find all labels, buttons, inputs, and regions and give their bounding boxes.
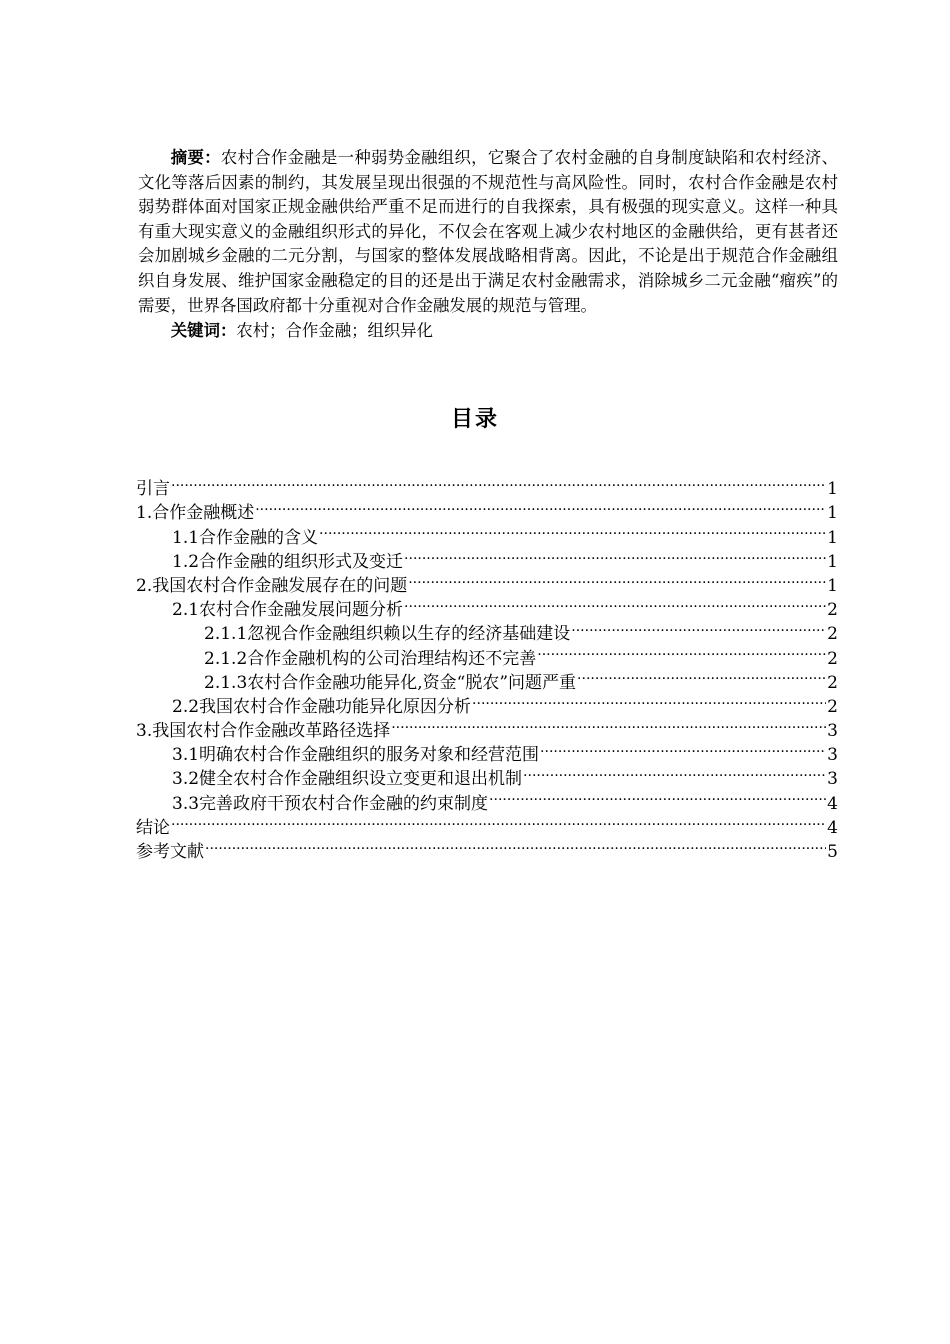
- toc-leader-dots: [404, 591, 826, 615]
- keywords-label: 关键词：: [170, 321, 237, 341]
- toc-entry-text: 1.1合作金融的含义: [172, 527, 319, 548]
- toc-leader-dots: [523, 760, 826, 784]
- toc-entry-text: 2.1.2合作金融机构的公司治理结构还不完善: [204, 648, 537, 669]
- toc-leader-dots: [537, 639, 826, 663]
- toc-entry[interactable]: [136, 809, 838, 838]
- toc-page-number: 3: [827, 721, 838, 742]
- toc-entry-text: 2.我国农村合作金融发展存在的问题: [136, 575, 408, 596]
- toc-page-number: 5: [827, 842, 838, 862]
- toc-entry-text: 参考文献: [136, 842, 204, 862]
- toc-leader-dots: [255, 494, 826, 518]
- toc-entry-text: 引言: [136, 479, 170, 500]
- toc-entry-text: 3.我国农村合作金融改革路径选择: [136, 721, 391, 742]
- toc-entry-text: 3.3完善政府干预农村合作金融的约束制度: [172, 793, 489, 814]
- toc-page-number: 2: [827, 696, 838, 717]
- toc-leader-dots: [540, 736, 826, 760]
- toc-page-number: 2: [827, 624, 838, 645]
- toc-entry-text: 2.1.3农村合作金融功能异化,资金“脱农”问题严重: [204, 672, 577, 693]
- toc-entry-text: 结论: [136, 817, 170, 838]
- toc-leader-dots: [171, 470, 826, 494]
- toc-leader-dots: [391, 712, 826, 736]
- toc-entry-text: 3.1明确农村合作金融组织的服务对象和经营范围: [172, 745, 540, 766]
- keywords-text: 农村；合作金融；组织异化: [236, 321, 434, 341]
- toc-page-number: 4: [827, 817, 838, 838]
- toc-page-number: 4: [827, 793, 838, 814]
- toc-page-number: 1: [827, 527, 838, 548]
- toc-entry-text: 1.合作金融概述: [136, 503, 255, 524]
- toc-entry-text: 2.2我国农村合作金融功能异化原因分析: [172, 696, 472, 717]
- abstract-paragraph: [138, 146, 838, 318]
- abstract-label: 摘要：: [170, 148, 221, 167]
- toc-entry[interactable]: [136, 494, 838, 524]
- toc-entry[interactable]: [136, 833, 838, 862]
- toc-page-number: 1: [827, 575, 838, 596]
- toc-page-number: 1: [827, 503, 838, 524]
- toc-leader-dots: [319, 518, 826, 542]
- toc-page-number: 1: [827, 479, 838, 500]
- abstract-section: [138, 146, 838, 344]
- toc-leader-dots: [489, 784, 826, 808]
- toc-leader-dots: [472, 688, 826, 712]
- keywords-paragraph: [138, 319, 838, 344]
- toc-entry-text: 2.1农村合作金融发展问题分析: [172, 600, 404, 621]
- toc-entry-text: 3.2健全农村合作金融组织设立变更和退出机制: [172, 769, 523, 790]
- toc-leader-dots: [577, 664, 826, 688]
- toc-page-number: 1: [827, 551, 838, 572]
- toc-title: 目录: [450, 407, 499, 432]
- toc-leader-dots: [571, 615, 826, 639]
- toc-entry-text: 1.2合作金融的组织形式及变迁: [172, 551, 404, 572]
- table-of-contents: [136, 470, 838, 862]
- toc-page-number: 3: [827, 745, 838, 766]
- toc-page-number: 2: [827, 672, 838, 693]
- toc-leader-dots: [171, 809, 826, 833]
- abstract-text: 农村合作金融是一种弱势金融组织，它聚合了农村金融的自身制度缺陷和农村经济、文化等落后因素的制约，其发展呈现出很强的不规范性与高风险性。同时，农村合作金融是农村弱势群体面对国家正规金融供给严重不足而进行的自我探索，具有极强的现实意义。这样一种具有重大现实意义的金融组织形式的异化，不仅会在客观上减少农村地区的金融供给，更有甚者还会加剧城乡金融的二元分割，与国家的整体发展战略相背离。因此，不论是出于规范合作金融组织自身发展、维护国家金融稳定的目的还是出于满足农村金融需求，消除城乡二元金融“瘤疾”的需要，世界各国政府都十分重视对合作金融发展的规范与管理。: [138, 148, 838, 315]
- toc-leader-dots: [408, 567, 826, 591]
- toc-page-number: 3: [827, 769, 838, 790]
- toc-leader-dots: [205, 833, 826, 857]
- toc-entry[interactable]: [136, 470, 838, 500]
- toc-page-number: 2: [827, 600, 838, 621]
- toc-leader-dots: [404, 543, 826, 567]
- toc-page-number: 2: [827, 648, 838, 669]
- toc-entry-text: 2.1.1忽视合作金融组织赖以生存的经济基础建设: [204, 624, 571, 645]
